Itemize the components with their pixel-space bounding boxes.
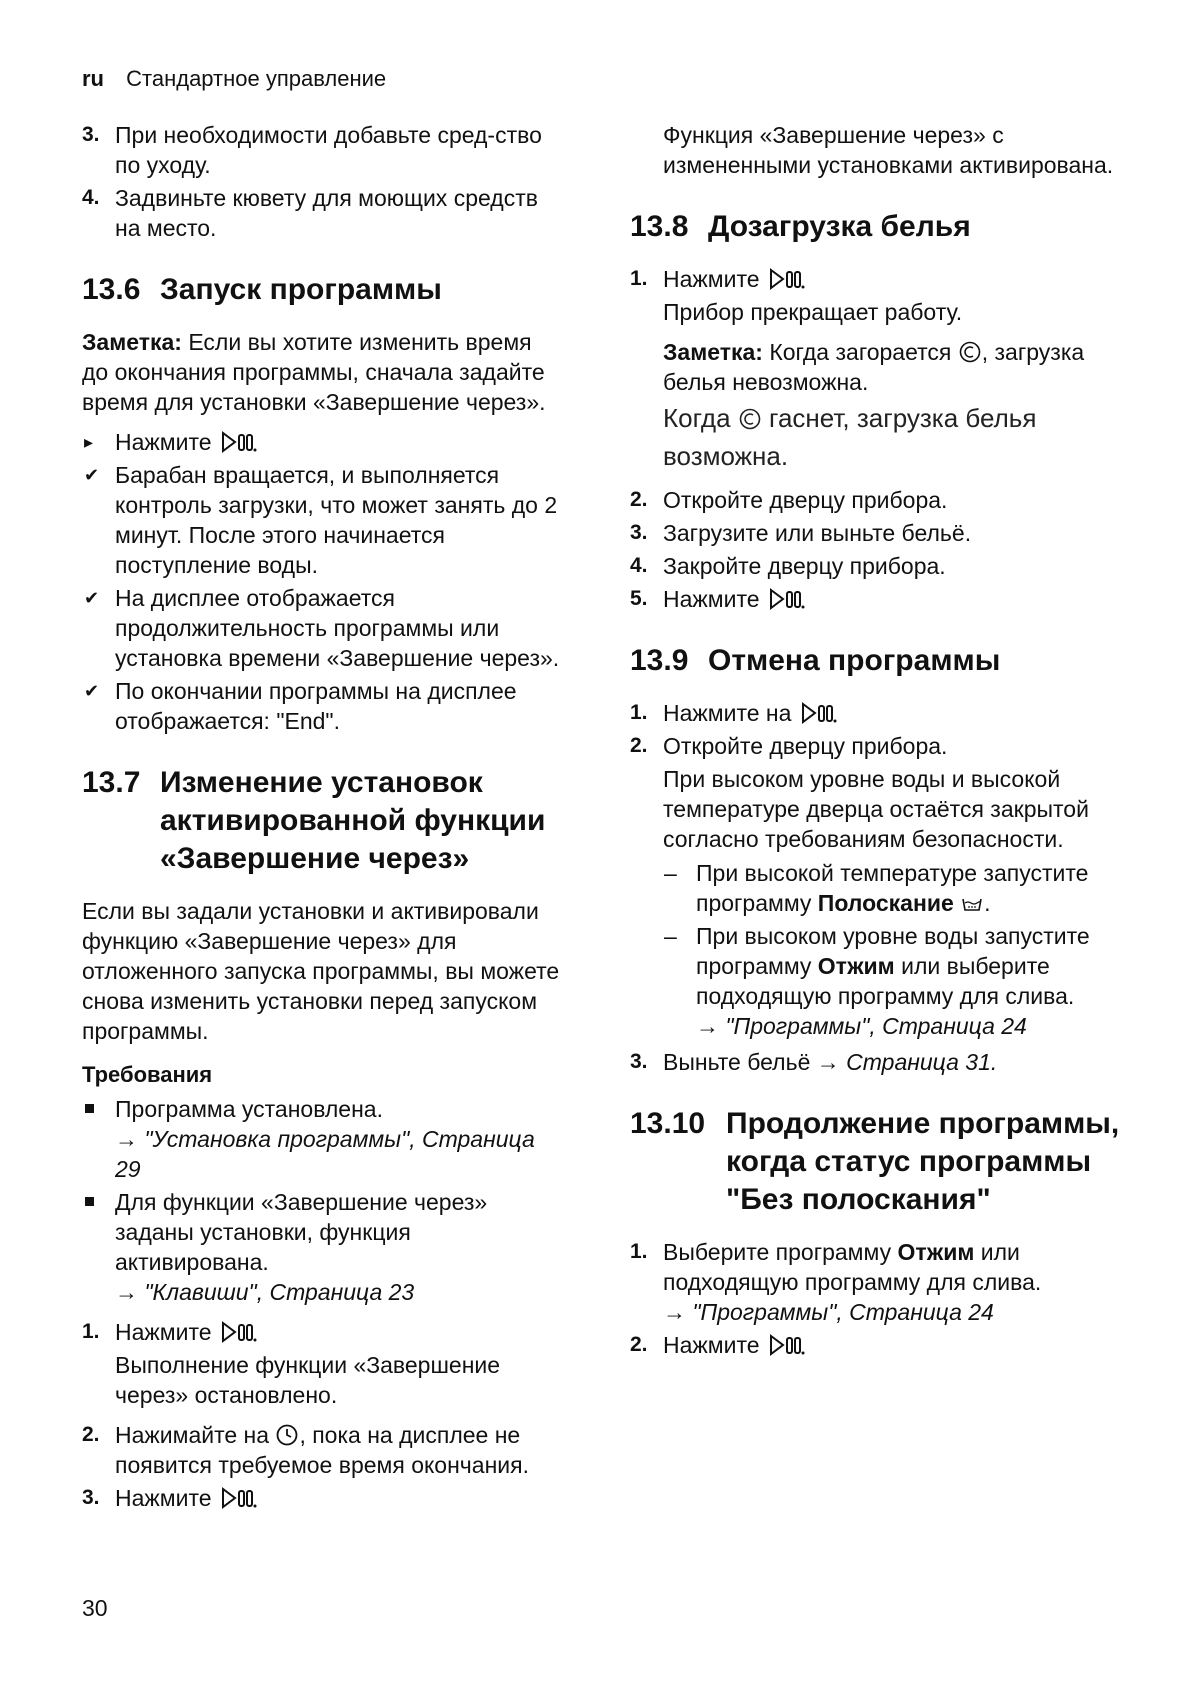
arrow-marker-icon: ▸ [84,432,94,452]
note-label: Заметка: [82,329,182,355]
heading-title: Продолжение программы, когда статус программы "Без полоскания" [726,1107,1120,1216]
list-item [630,1047,1120,1077]
step-text: или подходящую программу для слива. [663,1239,1042,1295]
list-item [630,731,1120,761]
cross-reference[interactable]: → "Программы", Страница 24 [663,1299,994,1325]
requirements-heading: Требования [82,1062,213,1087]
sub-text: или выберите подходящую программу для слива. [696,953,1075,1009]
result-item [82,460,562,580]
section-title: Стандартное управление [126,66,387,91]
note-paragraph [630,337,1120,397]
step-number: 2. [630,1333,648,1356]
start-pause-icon [768,1333,806,1357]
heading-title: Запуск программы [160,273,442,306]
step-text: При необходимости добавьте сред-ство по уходу. [115,122,542,178]
program-name: Отжим [897,1239,975,1265]
step-text: Выберите программу [663,1239,892,1265]
step-text: Нажмите [663,1332,760,1358]
step-number: 3. [82,1486,100,1509]
heading-number: 13.8 [630,210,689,243]
clock-icon [275,1423,299,1447]
check-icon: ✔ [84,465,100,485]
result-text: На дисплее отображается продолжительность программы или установка времени «Завершение через». [115,585,560,671]
page-number: 30 [82,1595,108,1621]
step-text: Откройте дверцу прибора. [663,487,948,513]
door-lock-icon [738,407,762,431]
start-pause-icon [220,430,258,454]
result-text: Барабан вращается, и выполняется контроль загрузки, что может занять до 2 минут. После этого начинается поступление воды. [115,462,558,578]
list-item [630,485,1120,515]
heading-13-7 [82,764,562,878]
sub-item [630,921,1120,1041]
step-text: Нажмите [663,586,760,612]
heading-title: Изменение установок активированной функции «Завершение через» [160,766,546,875]
step-text: Откройте дверцу прибора. [663,733,948,759]
step-text: Нажимайте на [115,1422,270,1448]
heading-title: Дозагрузка белья [708,210,971,243]
cross-reference[interactable]: → "Установка программы", Страница 29 [115,1126,535,1182]
language-code: ru [82,66,104,91]
step-number: 4. [82,186,100,209]
step-text: Задвиньте кювету для моющих средств на место. [115,185,538,241]
sub-text: При высоком уровне воды запустите программу [696,923,1090,979]
heading-13-6 [82,271,562,309]
step-number: 1. [630,701,648,724]
bullet-square-icon [85,1104,94,1113]
list-item [630,264,1120,294]
rinse-icon [960,891,984,915]
right-column [630,120,1120,1363]
list-item [82,1317,562,1347]
list-item [82,1483,562,1513]
step-result: Прибор прекращает работу. [663,299,963,325]
sub-text: При высокой температуре запустите программу [696,860,1089,916]
heading-13-8 [630,208,1120,246]
note-text: Когда загорается [769,339,952,365]
requirement-text: Для функции «Завершение через» заданы установки, функция активирована. [115,1189,488,1275]
list-item [82,120,562,180]
step-text: , пока на дисплее не появится требуемое время окончания. [115,1422,529,1478]
step-text: Нажмите на [663,700,792,726]
step-text: Закройте дверцу прибора. [663,553,946,579]
note-text: Если вы хотите изменить время до окончания программы, сначала задайте время для установки «Завершение через». [82,329,546,415]
dash-marker: – [664,860,677,886]
start-pause-icon [800,701,838,725]
heading-number: 13.7 [82,766,141,799]
dash-marker: – [664,923,677,949]
step-number: 2. [630,734,648,757]
step-number: 2. [630,488,648,511]
note-text: , загрузка белья невозможна. [663,339,1085,395]
list-item [630,1237,1120,1327]
requirement-item [82,1094,562,1184]
note-continuation [630,399,1120,475]
step-text: Нажмите [115,1485,212,1511]
step-number: 4. [630,554,648,577]
heading-number: 13.9 [630,644,689,677]
list-item [82,1420,562,1480]
step-text: Нажмите [115,1319,212,1345]
list-item [82,183,562,243]
start-pause-icon [220,1320,258,1344]
list-item [630,551,1120,581]
result-text: По окончании программы на дисплее отображается: "End". [115,678,517,734]
step-text: Выньте бельё [663,1049,811,1075]
check-icon: ✔ [84,681,100,701]
heading-13-9 [630,642,1120,680]
step-number: 1. [630,1240,648,1263]
list-item [630,584,1120,614]
step-text: Загрузите или выньте бельё. [663,520,972,546]
cross-reference[interactable]: → "Программы", Страница 24 [696,1013,1027,1039]
step-detail: При высоком уровне воды и высокой температуре дверца остаётся закрытой согласно требованиям безопасности. [663,766,1089,852]
step-number: 1. [82,1320,100,1343]
list-item [630,1330,1120,1360]
door-lock-icon [958,340,982,364]
action-text: Нажмите [115,429,212,455]
continuation-paragraph: Функция «Завершение через» с измененными установками активирована. [663,122,1114,178]
step-number: 3. [630,521,648,544]
heading-number: 13.6 [82,273,141,306]
step-number: 3. [630,1050,648,1073]
cross-reference[interactable]: → "Клавиши", Страница 23 [115,1279,415,1305]
result-item [82,676,562,736]
list-item [630,518,1120,548]
requirement-item [82,1187,562,1307]
sub-item: – При высокой температуре запустите программу Полоскание . [664,860,1089,916]
step-number: 5. [630,587,648,610]
start-pause-icon [768,587,806,611]
step-number: 1. [630,267,648,290]
result-item [82,583,562,673]
note-label: Заметка: [663,339,763,365]
check-icon: ✔ [84,588,100,608]
cross-reference[interactable]: → Страница 31. [816,1049,998,1075]
page-header [82,66,386,92]
bullet-square-icon [85,1197,94,1206]
step-number: 2. [82,1423,100,1446]
note-text: гаснет, загрузка белья возможна. [663,403,1037,471]
intro-paragraph: Если вы задали установки и активировали функцию «Завершение через» для отложенного запуска программы, вы можете снова изменить установки перед запуском программы. [82,898,560,1044]
list-item [630,698,1120,728]
heading-title: Отмена программы [708,644,1001,677]
step-result: Выполнение функции «Завершение через» остановлено. [115,1352,501,1408]
requirement-text: Программа установлена. [115,1096,383,1122]
program-name: Полоскание [817,890,954,916]
note-text: Когда [663,403,731,433]
left-column [82,120,562,1516]
action-item [82,427,562,457]
step-number: 3. [82,123,100,146]
note-paragraph [82,327,562,417]
start-pause-icon [220,1486,258,1510]
start-pause-icon [768,267,806,291]
heading-13-10 [630,1105,1120,1219]
step-text: Нажмите [663,266,760,292]
heading-number: 13.10 [630,1107,706,1140]
program-name: Отжим [817,953,895,979]
